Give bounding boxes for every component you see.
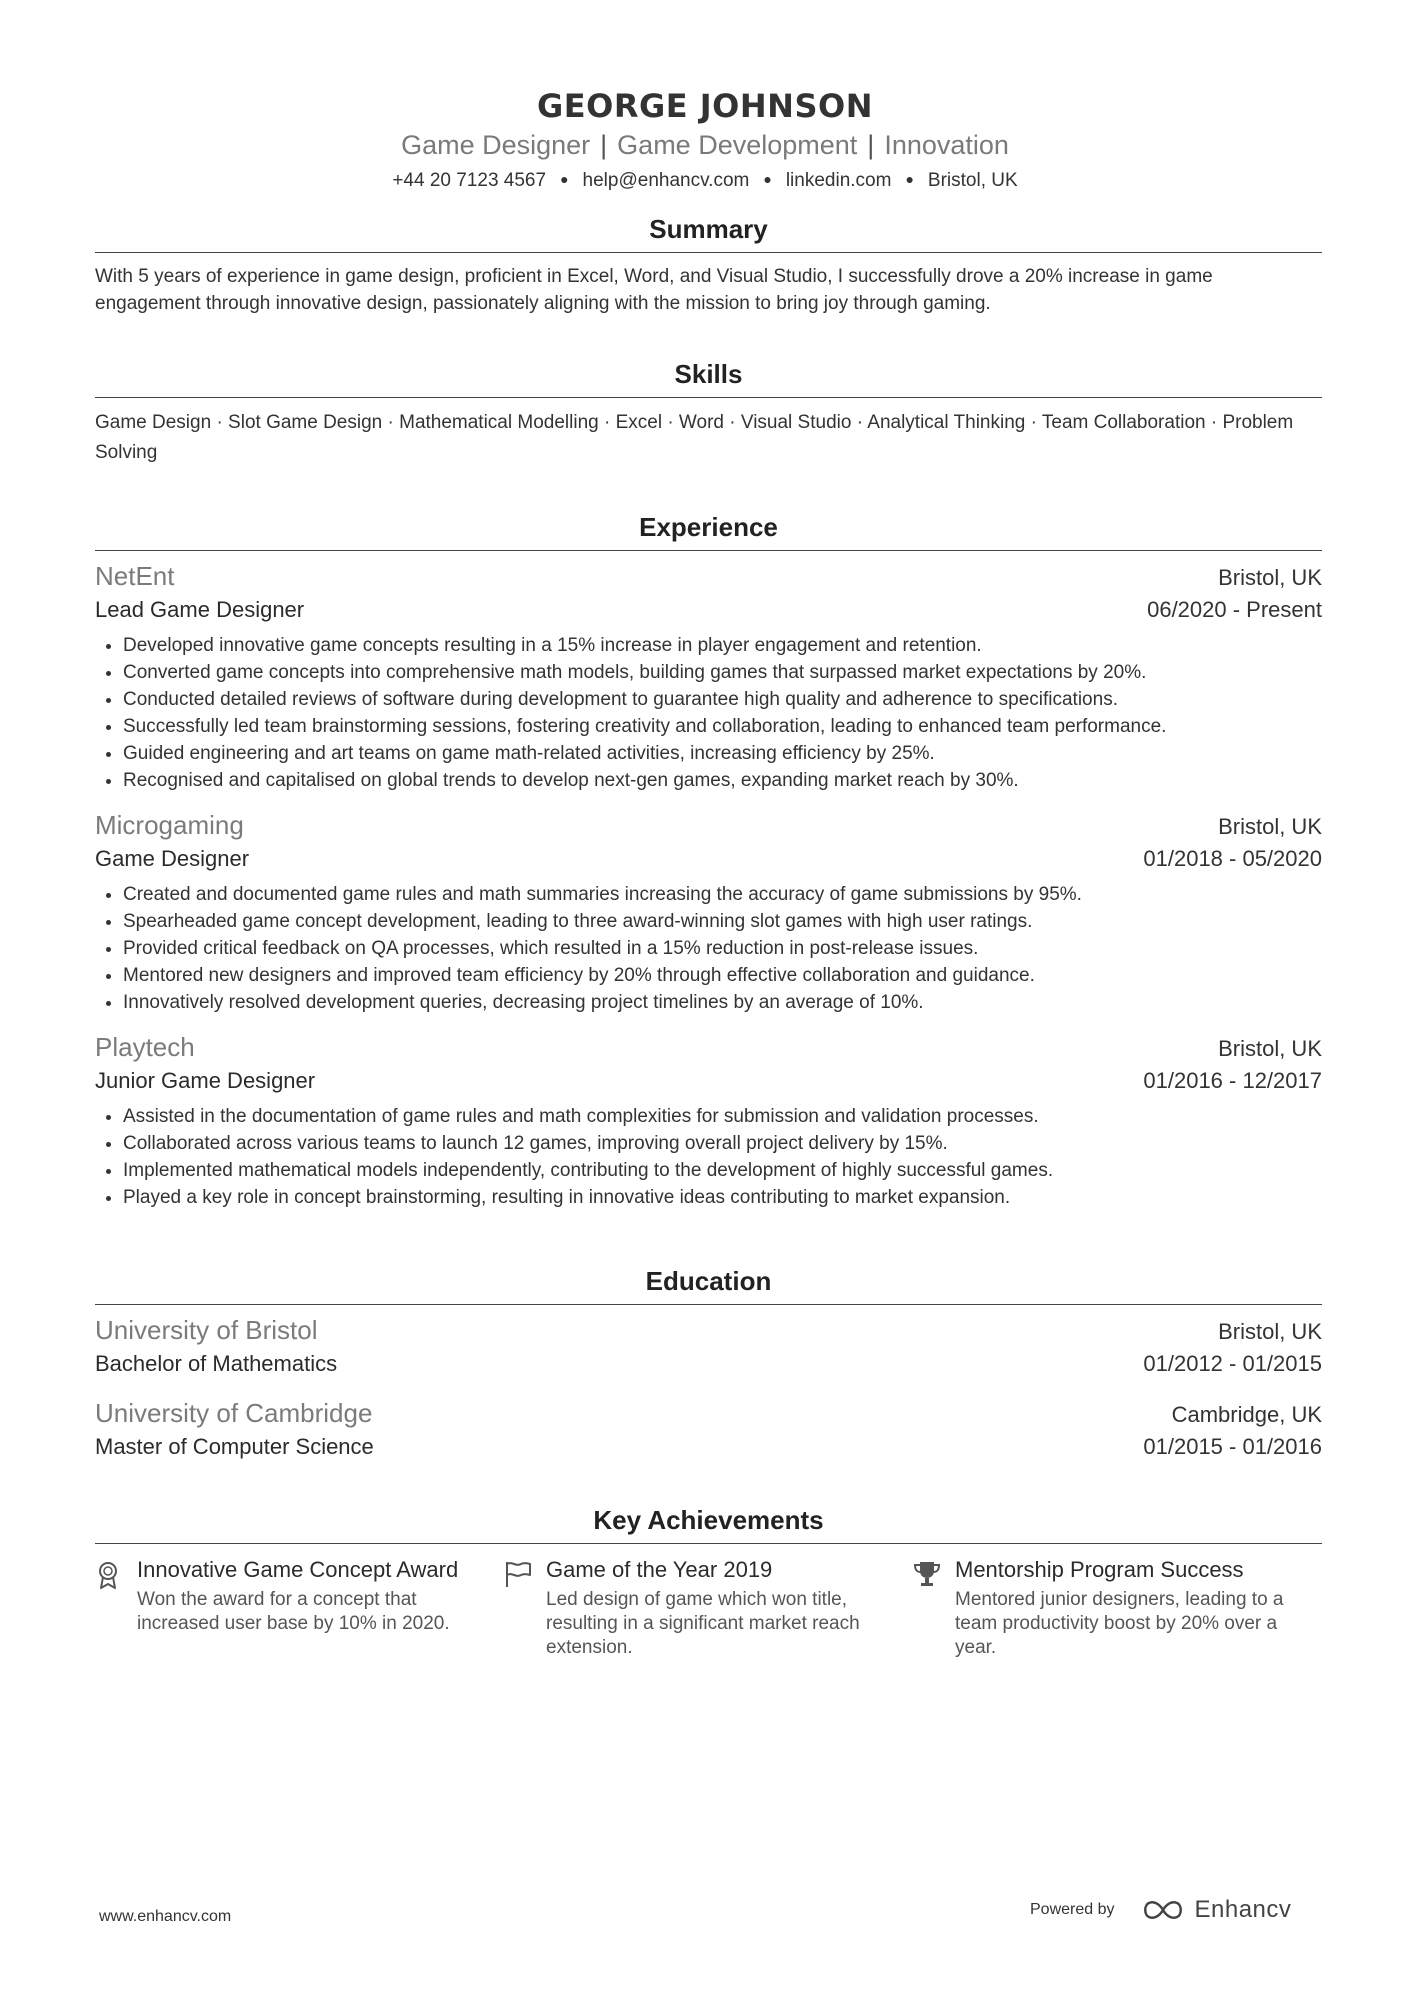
- tagline-separator: |: [600, 130, 608, 160]
- degree: Bachelor of Mathematics: [95, 1351, 338, 1376]
- achievements-section: [95, 1503, 1322, 1660]
- achievement-item: [913, 1556, 1322, 1660]
- list-item: • Mentored new designers and improved team efficiency by 20% through effective collaboration and guidance.: [123, 962, 1322, 989]
- achievement-description: Won the award for a concept that increased user base by 10% in 2020.: [137, 1589, 450, 1634]
- degree: Master of Computer Science: [95, 1434, 374, 1459]
- location: Bristol, UK: [927, 170, 1018, 191]
- list-item: • Collaborated across various teams to launch 12 games, improving overall project delivery by 15%.: [123, 1130, 1322, 1157]
- job-dates: 01/2016 - 12/2017: [1143, 1068, 1322, 1093]
- achievement-title: Game of the Year 2019: [546, 1557, 773, 1582]
- achievement-title: Mentorship Program Success: [955, 1557, 1244, 1582]
- job-title: Game Designer: [95, 846, 250, 871]
- bullet-separator: ●: [763, 171, 772, 187]
- achievement-list: [95, 881, 1322, 1016]
- bullet-separator: ●: [905, 171, 914, 187]
- list-item: • Created and documented game rules and math summaries increasing the accuracy of game submissions by 95%.: [123, 881, 1322, 908]
- achievement-title: Innovative Game Concept Award: [137, 1557, 459, 1582]
- trophy-icon: [913, 1556, 955, 1660]
- job-title: Junior Game Designer: [95, 1068, 316, 1093]
- tagline-separator: |: [867, 130, 875, 160]
- list-item: • Provided critical feedback on QA processes, which resulted in a 15% reduction in post-release issues.: [123, 935, 1322, 962]
- education-entry: [95, 1313, 1322, 1380]
- email-link[interactable]: help@enhancv.com: [582, 170, 750, 191]
- contact-line: [0, 168, 1410, 194]
- list-item: • Conducted detailed reviews of software during development to guarantee high quality and adherence to specifications.: [123, 686, 1322, 713]
- linkedin-link[interactable]: linkedin.com: [785, 170, 892, 191]
- job-title: Lead Game Designer: [95, 597, 305, 622]
- experience-entry: [95, 1030, 1322, 1211]
- achievements-grid: [95, 1556, 1322, 1660]
- education-dates: 01/2015 - 01/2016: [1143, 1434, 1322, 1459]
- tagline-item: Innovation: [884, 130, 1009, 160]
- school-location: Cambridge, UK: [1171, 1402, 1322, 1427]
- achievement-item: [95, 1556, 504, 1660]
- powered-by-label: Powered by: [1030, 1901, 1115, 1918]
- school-location: Bristol, UK: [1218, 1319, 1322, 1344]
- tagline-item: Game Development: [617, 130, 858, 160]
- list-item: • Developed innovative game concepts resulting in a 15% increase in player engagement and retention.: [123, 632, 1322, 659]
- job-dates: 06/2020 - Present: [1147, 597, 1322, 622]
- school-name: University of Bristol: [95, 1315, 318, 1345]
- experience-section: [95, 510, 1322, 1211]
- company-name: NetEnt: [95, 561, 175, 591]
- candidate-name: GEORGE JOHNSON: [537, 87, 873, 125]
- education-entry: [95, 1396, 1322, 1463]
- job-dates: 01/2018 - 05/2020: [1143, 846, 1322, 871]
- section-title-experience: Experience: [95, 510, 1322, 551]
- skills-section: [95, 357, 1322, 468]
- education-dates: 01/2012 - 01/2015: [1143, 1351, 1322, 1376]
- job-location: Bristol, UK: [1218, 565, 1322, 590]
- education-section: [95, 1264, 1322, 1463]
- achievement-description: Led design of game which won title, resulting in a significant market reach extension.: [546, 1589, 860, 1658]
- summary-text: With 5 years of experience in game design, proficient in Excel, Word, and Visual Studio, I successfully drove a 20% increase in game engagement through innovative design, passionately aligning with the mission to bring joy through gaming.: [95, 266, 1213, 314]
- achievement-description: Mentored junior designers, leading to a team productivity boost by 20% over a year.: [955, 1589, 1284, 1658]
- phone: +44 20 7123 4567: [392, 170, 547, 191]
- school-name: University of Cambridge: [95, 1398, 373, 1428]
- tagline: [0, 128, 1410, 162]
- flag-icon: [504, 1556, 546, 1660]
- company-name: Microgaming: [95, 810, 244, 840]
- list-item: • Recognised and capitalised on global trends to develop next-gen games, expanding market reach by 30%.: [123, 767, 1322, 794]
- section-title-summary: Summary: [95, 212, 1322, 253]
- achievement-item: [504, 1556, 913, 1660]
- section-title-achievements: Key Achievements: [95, 1503, 1322, 1544]
- list-item: • Innovatively resolved development queries, decreasing project timelines by an average of 10%.: [123, 989, 1322, 1016]
- section-title-skills: Skills: [95, 357, 1322, 398]
- list-item: • Assisted in the documentation of game rules and math complexities for submission and validation processes.: [123, 1103, 1322, 1130]
- footer-website-link[interactable]: www.enhancv.com: [99, 1908, 232, 1925]
- list-item: • Converted game concepts into comprehensive math models, building games that surpassed market expectations by 20%.: [123, 659, 1322, 686]
- section-title-education: Education: [95, 1264, 1322, 1305]
- job-location: Bristol, UK: [1218, 814, 1322, 839]
- experience-entry: [95, 808, 1322, 1016]
- enhancv-logo[interactable]: [1141, 1896, 1292, 1924]
- award-icon: [95, 1556, 137, 1660]
- job-location: Bristol, UK: [1218, 1036, 1322, 1061]
- brand-name: Enhancv: [1194, 1896, 1292, 1923]
- skills-list: Game Design · Slot Game Design · Mathematical Modelling · Excel · Word · Visual Studio · Analytical Thinking · Team Collaboration · Problem Solving: [95, 412, 1294, 463]
- list-item: • Successfully led team brainstorming sessions, fostering creativity and collaboration, leading to enhanced team performance.: [123, 713, 1322, 740]
- list-item: • Guided engineering and art teams on game math-related activities, increasing efficiency by 25%.: [123, 740, 1322, 767]
- summary-section: [95, 212, 1322, 317]
- achievement-list: [95, 632, 1322, 794]
- footer-branding: [1030, 1896, 1291, 1924]
- resume-header: [0, 0, 1410, 194]
- list-item: • Played a key role in concept brainstorming, resulting in innovative ideas contributing to market expansion.: [123, 1184, 1322, 1211]
- experience-entry: [95, 559, 1322, 794]
- achievement-list: [95, 1103, 1322, 1211]
- tagline-item: Game Designer: [401, 130, 591, 160]
- list-item: • Spearheaded game concept development, leading to three award-winning slot games with high user ratings.: [123, 908, 1322, 935]
- company-name: Playtech: [95, 1032, 195, 1062]
- bullet-separator: ●: [560, 171, 569, 187]
- list-item: • Implemented mathematical models independently, contributing to the development of highly successful games.: [123, 1157, 1322, 1184]
- enhancv-logo-icon: [1141, 1897, 1189, 1923]
